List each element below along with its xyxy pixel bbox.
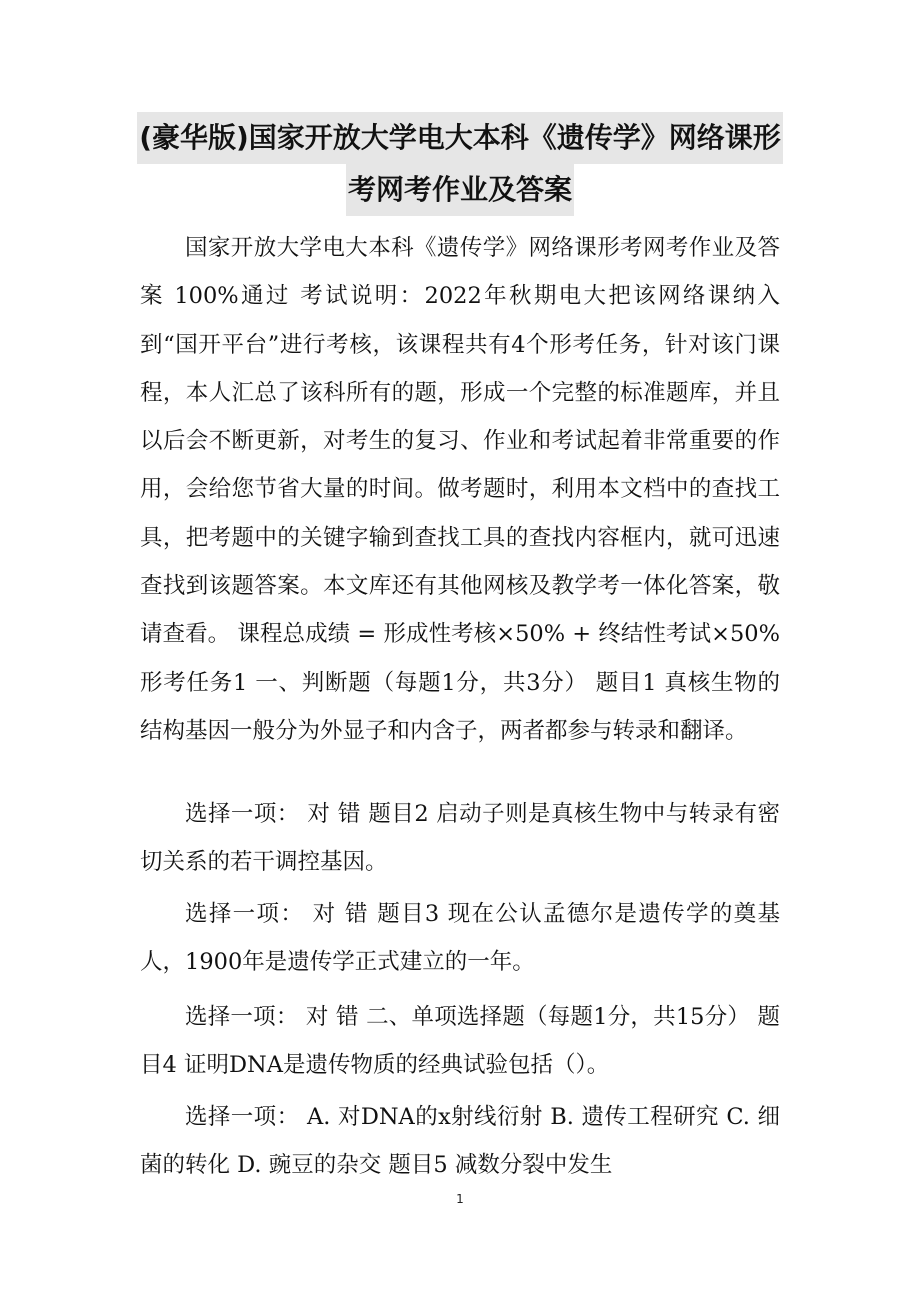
title-line-1: (豪华版)国家开放大学电大本科《遗传学》网络课形 [137, 112, 783, 164]
paragraph-question-2: 选择一项： 对 错 题目2 启动子则是真核生物中与转录有密切关系的若干调控基因。 [140, 801, 780, 876]
page-number: 1 [456, 1192, 464, 1206]
paragraph-question-4: 选择一项： 对 错 二、单项选择题（每题1分，共15分） 题目4 证明DNA是遗传物质的经典试验包括（）。 [140, 1004, 780, 1079]
paragraph-question-3: 选择一项： 对 错 题目3 现在公认孟德尔是遗传学的奠基人，1900年是遗传学正式建立的一年。 [140, 901, 780, 976]
paragraph-question-5: 选择一项： A. 对DNA的x射线衍射 B. 遗传工程研究 C. 细菌的转化 D. 豌豆的杂交 题目5 减数分裂中发生 [140, 1104, 780, 1179]
title-line-2: 考网考作业及答案 [346, 164, 574, 216]
paragraph-intro: 国家开放大学电大本科《遗传学》网络课形考网考作业及答案 100%通过 考试说明：2022年秋期电大把该网络课纳入到“国开平台”进行考核，该课程共有4个形考任务，针对该门课程，本人汇总了该科所有的题，形成一个完整的标准题库，并且以后会不断更新，对考生的复习、作业和考试起着非常重要的作用，会给您节省大量的时间。做考题时，利用本文档中的查找工具，把考题中的关键字输到查找工具的查找内容框内，就可迅速查找到该题答案。本文库还有其他网核及教学考一体化答案，敬请查看。 课程总成绩 = 形成性考核×50% + 终结性考试×50% 形考任务1 一、判断题（每题1分，共3分） 题目1 真核生物的结构基因一般分为外显子和内含子，两者都参与转录和翻译。 [140, 235, 780, 744]
document-title [130, 112, 790, 216]
